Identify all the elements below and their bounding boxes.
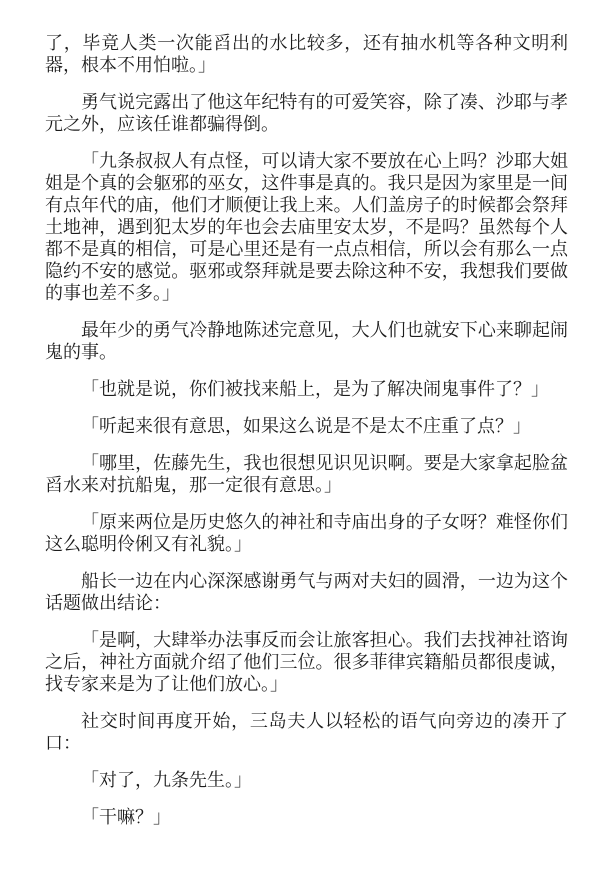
paragraph: 最年少的勇气冷静地陈述完意见，大人们也就安下心来聊起闹鬼的事。 — [45, 320, 568, 362]
paragraph: 「哪里，佐藤先生，我也很想见识见识啊。要是大家拿起脸盆舀水来对抗船鬼，那一定很有意思。」 — [45, 453, 568, 495]
paragraph: 社交时间再度开始，三岛夫人以轻松的语气向旁边的凑开了口： — [45, 711, 568, 753]
paragraph: 「九条叔叔人有点怪，可以请大家不要放在心上吗？沙耶大姐姐是个真的会躯邪的巫女，这件事是真的。我只是因为家里是一间有点年代的庙，他们才顺便让我上来。人们盖房子的时候都会祭拜土地神，遇到犯太岁的年也会去庙里安太岁，不是吗？虽然每个人都不是真的相信，可是心里还是有一点点相信，所以会有那么一点隐约不安的感觉。驱邪或祭拜就是要去除这种不安，我想我们要做的事也差不多。」 — [45, 151, 568, 303]
paragraph: 「听起来很有意思，如果这么说是不是太不庄重了点？」 — [81, 416, 531, 436]
paragraph: 勇气说完露出了他这年纪特有的可爱笑容，除了凑、沙耶与孝元之外，应该任谁都骗得倒。 — [45, 92, 568, 134]
paragraph: 「对了，九条先生。」 — [81, 770, 252, 790]
paragraph: 「原来两位是历史悠久的神社和寺庙出身的子女呀？难怪你们这么聪明伶俐又有礼貌。」 — [45, 512, 568, 554]
paragraph: 了，毕竟人类一次能舀出的水比较多，还有抽水机等各种文明利器，根本不用怕啦。」 — [45, 33, 568, 75]
paragraph: 船长一边在内心深深感谢勇气与两对夫妇的圆滑，一边为这个话题做出结论： — [45, 571, 568, 613]
paragraph: 「是啊，大肆举办法事反而会让旅客担心。我们去找神社谘询之后，神社方面就介绍了他们三位。很多菲律宾籍船员都很虔诚，找专家来是为了让他们放心。」 — [45, 630, 568, 694]
paragraph: 「也就是说，你们被找来船上，是为了解决闹鬼事件了？」 — [81, 379, 549, 399]
paragraph: 「干嘛？」 — [81, 807, 171, 827]
